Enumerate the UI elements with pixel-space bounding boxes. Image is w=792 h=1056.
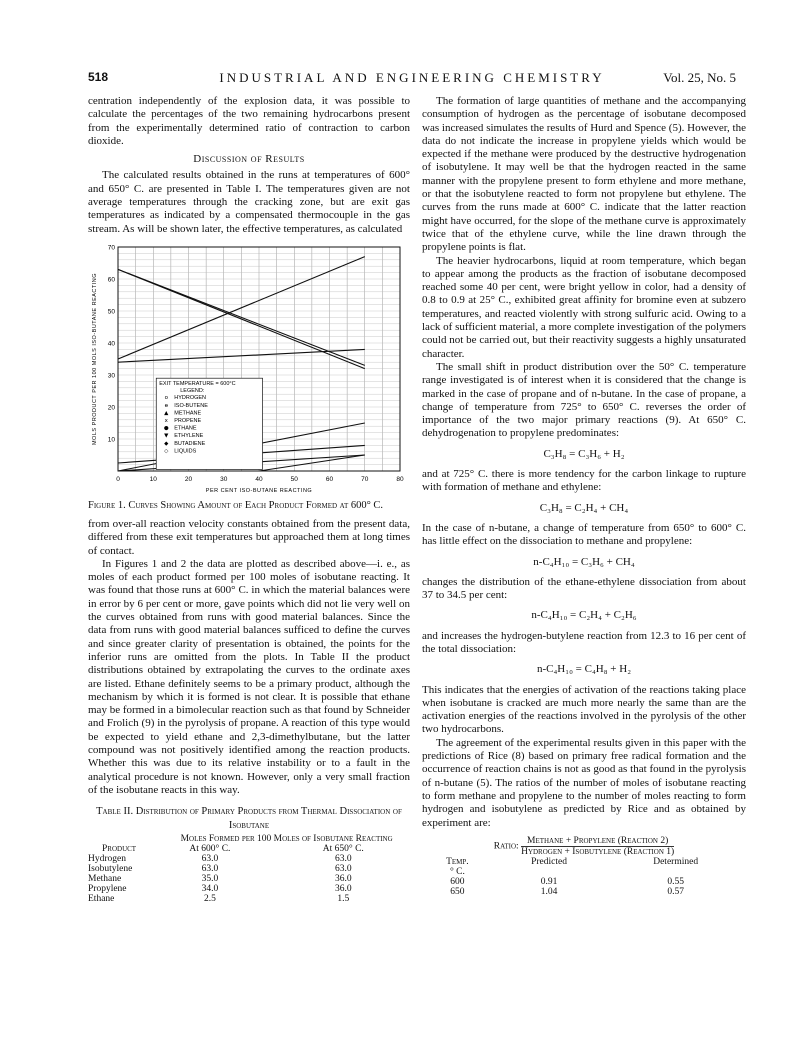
x-tick-label: 80: [396, 475, 404, 483]
table-group-header: Moles Formed per 100 Moles of Isobutane Reacting: [180, 833, 393, 844]
ratio-header-temp: Temp.: [446, 856, 469, 867]
table-cell-650: 63.0: [334, 863, 352, 874]
x-tick-label: 60: [325, 475, 334, 483]
figure-1: [88, 239, 410, 497]
table-cell-650: 63.0: [334, 853, 352, 864]
table-2-title: Table II. Distribution of Primary Products from Thermal Dissociation of Isobutane: [96, 806, 402, 831]
legend-entry: LIQUIDS: [174, 448, 197, 455]
table-cell-product: Methane: [88, 873, 122, 884]
table-header-600: At 600° C.: [189, 843, 231, 854]
ratio-cell-predicted: 0.91: [540, 876, 558, 887]
x-tick-label: 10: [149, 475, 157, 483]
table-2: [88, 834, 410, 904]
table-cell-600: 35.0: [201, 873, 219, 884]
table-row: [88, 894, 410, 904]
right-column: [422, 95, 746, 897]
left-column: [88, 95, 410, 904]
ratio-numerator: Methane + Propylene (Reaction 2): [521, 836, 674, 847]
ratio-header-predicted: Predicted: [531, 856, 567, 867]
table-cell-product: Hydrogen: [88, 853, 126, 864]
table-cell-600: 63.0: [201, 853, 219, 864]
legend-symbol: ●: [163, 425, 169, 432]
journal-title: INDUSTRIAL AND ENGINEERING CHEMISTRY: [219, 70, 605, 85]
caption-text: Curves Showing Amount of Each Product Formed at 600° C.: [128, 499, 384, 511]
x-axis-label: PER CENT ISO-BUTANE REACTING: [205, 487, 313, 494]
caption-label: Figure 1.: [88, 499, 126, 511]
ratio-row: [422, 877, 746, 887]
ratio-cell-predicted: 1.04: [540, 886, 558, 897]
section-heading: Discussion of Results: [193, 153, 305, 166]
x-tick-label: 20: [184, 475, 193, 483]
ratio-cell-temp: 600: [450, 876, 465, 887]
ratio-denominator: Hydrogen + Isobutylene (Reaction 1): [521, 846, 675, 857]
equation: C₃H₈ = C₂H₄ + CH₄: [539, 501, 629, 514]
y-tick-label: 70: [107, 244, 115, 252]
chart-figure-1: [88, 239, 410, 497]
page-number: 518: [88, 70, 109, 84]
x-tick-label: 70: [361, 475, 369, 483]
table-cell-650: 36.0: [334, 873, 352, 884]
table-cell-600: 63.0: [201, 863, 219, 874]
ratio-header-determined: Determined: [653, 856, 699, 867]
equation: n-C₄H₁₀ = C₃H₆ + CH₄: [533, 555, 635, 568]
legend-entry: BUTADIENE: [174, 440, 206, 447]
legend-label: LEGEND:: [180, 388, 205, 395]
table-cell-650: 1.5: [337, 893, 350, 904]
paragraph: This indicates that the energies of activation of the reactions taking place when isobutane is cracked are much more nearly the same than are the activation energies of the reactions involved in the pyrolysis of the other two hydrocarbons.: [422, 683, 746, 736]
table-row: [88, 874, 410, 884]
legend-entry: ETHANE: [174, 425, 197, 432]
ratio-table: [422, 836, 746, 897]
y-tick-label: 60: [107, 276, 115, 284]
paragraph: In the case of n-butane, a change of temperature from 650° to 600° C. has little effect on the dissociation to methane and propylene:: [422, 521, 746, 548]
legend-symbol: x: [164, 417, 168, 424]
legend-symbol: ▼: [164, 433, 169, 440]
legend-symbol: ◆: [164, 440, 169, 447]
ratio-row: [422, 887, 746, 897]
volume-info: Vol. 25, No. 5: [663, 70, 736, 85]
legend-entry: METHANE: [174, 410, 202, 417]
ratio-cell-temp: 650: [450, 886, 465, 897]
figure-caption: [88, 500, 410, 512]
legend-entry: ISO-BUTENE: [174, 402, 208, 409]
ratio-cell-determined: 0.55: [667, 876, 684, 887]
paragraph: In Figures 1 and 2 the data are plotted as described above—i. e., as moles of each product formed per 100 moles of isobutane reacting. It was found that those runs at 600° C. in which the material balances were in error by 6 per cent or more, gave points which did not lie very well on the curves obtained from runs with good material balances. Since the data from runs with good material balances sufficed to define the curves and since greater clarity of presentation is obtained, the points for the inferior runs are omitted from the plots. In Table II the product distributions obtained by extrapolating the curves to the ordinate axes are listed. Ethane definitely seems to be a primary product, although the mechanism by which it is formed is not clear. It is possible that ethane may be formed in a bimolecular reaction such as that found by Schneider and Frolich (9) in the pyrolysis of propane. A reaction of this type would be expected to yield ethane and 2,3-dimethylbutane, but the latter compound was not positively identified among the reaction products. Whether this was due to its relative instability or to a fault in the analytical procedure is not known. However, only a very small fraction of the isobutane reacts in this way.: [88, 557, 410, 796]
table-row: [88, 884, 410, 894]
paragraph: The formation of large quantities of methane and the accompanying consumption of hydrogen as the percentage of isobutane decomposed was increased simulates the results of Hurd and Spence (5). However, the data do not indicate the increase in propylene yields which would be expected if the methane were produced by the destructive hydrogenation of isobutylene. It may well be that the hydrogen reacted in the same manner with the propylene present to form ethylene and more methane, or that the isobutylene reacted to form not propylene but ethylene. The curves from the runs made at 600° C. indicate that the latter reaction might have occurred, for the slope of the methane curve is approximately twice that of the ethylene curve, while the line drawn through the propylene points is flat.: [422, 95, 746, 254]
y-axis-label: MOLS PRODUCT PER 100 MOLS ISO-BUTANE REACTING: [92, 272, 98, 445]
x-tick-label: 30: [220, 475, 228, 483]
paragraph: The heavier hydrocarbons, liquid at room temperature, which began to appear among the products as the fraction of isobutane decomposed reached some 40 per cent, were bright yellow in color, had a density of 0.8 to 0.9 at 25° C., exhibited great affinity for bromine even at subzero temperatures, and reacted violently with strong sulfuric acid. Owing to a lack of sufficient material, a more complete investigation of the polymers could not be carried out, but their reactivity suggests a highly unsaturated character.: [422, 254, 746, 360]
legend-symbol: ◇: [164, 448, 169, 455]
table-cell-product: Ethane: [88, 893, 115, 904]
table-cell-600: 2.5: [203, 893, 216, 904]
paragraph: and increases the hydrogen-butylene reaction from 12.3 to 16 per cent of the total dissociation:: [422, 629, 746, 655]
paragraph: The small shift in product distribution over the 50° C. temperature range investigated is of interest when it is considered that the change is marked in the case of propane and of n-butane. In the case of propane, a change of temperature from 725° to 650° C. reverses the order of importance of the two major primary reactions (9). At 650° C. dehydrogenation to propylene predominates:: [422, 360, 746, 440]
legend-symbol: o: [164, 395, 168, 402]
paragraph: The agreement of the experimental results given in this paper with the predictions of Rice (8) based on primary free radical formation and the occurrence of reaction chains is not as good as that found in the pyrolysis of n-butane (5). The ratios of the number of moles of isobutane reacting to form methane and propylene to the number of moles reacting to form hydrogen and isobutylene as predicted by Rice and as obtained by experiment are:: [422, 736, 746, 829]
table-cell-product: Propylene: [88, 883, 127, 894]
table-header-650: At 650° C.: [322, 843, 364, 854]
y-tick-label: 40: [107, 340, 115, 348]
legend-symbol: ▲: [164, 410, 169, 417]
y-tick-label: 30: [107, 372, 115, 380]
table-cell-product: Isobutylene: [88, 863, 133, 874]
paragraph: and at 725° C. there is more tendency for the carbon linkage to rupture with formation of methane and ethylene:: [422, 468, 746, 494]
legend-entry: PROPENE: [174, 417, 202, 424]
equation: C₃H₈ = C₃H₆ + H₂: [543, 447, 625, 460]
x-tick-label: 40: [255, 475, 263, 483]
y-tick-label: 50: [107, 308, 115, 316]
y-tick-label: 20: [107, 404, 115, 412]
legend-entry: ETHYLENE: [174, 433, 204, 440]
equation: n-C₄H₁₀ = C₂H₄ + C₂H₆: [531, 609, 637, 622]
legend-symbol: ɵ: [164, 402, 168, 409]
equation: n-C₄H₁₀ = C₄H₈ + H₂: [536, 663, 632, 676]
paragraph: from over-all reaction velocity constants obtained from the present data, differed from these exit temperatures but approached them at long times of contact.: [88, 517, 410, 557]
table-row: [88, 854, 410, 864]
x-tick-label: 50: [290, 475, 298, 483]
x-tick-label: 0: [116, 475, 120, 483]
ratio-header-temp-unit: ° C.: [449, 866, 465, 877]
paragraph: The calculated results obtained in the runs at temperatures of 600° and 650° C. are presented in Table I. The temperatures given are not average temperatures through the cracking zone, but are exit gas temperatures as indicated by a compensated thermocouple in the gas stream. As will be shown later, the effective temperatures, as calculated: [88, 169, 410, 235]
table-row: [88, 864, 410, 874]
table-header-product: Product: [102, 843, 137, 854]
paragraph: changes the distribution of the ethane-ethylene dissociation from about 37 to 34.5 per cent:: [422, 575, 746, 602]
ratio-cell-determined: 0.57: [667, 886, 684, 897]
legend-title: EXIT TEMPERATURE = 600°C: [159, 381, 236, 388]
table-cell-650: 36.0: [334, 883, 352, 894]
y-tick-label: 10: [107, 436, 115, 444]
paragraph: centration independently of the explosion data, it was possible to calculate the percentages of the two remaining hydrocarbons present from the experimentally determined ratio of contraction to carbon dioxide.: [88, 95, 410, 147]
table-cell-600: 34.0: [201, 883, 219, 894]
legend-entry: HYDROGEN: [174, 395, 207, 402]
legend-box: [156, 378, 262, 469]
ratio-label: Ratio:: [493, 841, 519, 852]
